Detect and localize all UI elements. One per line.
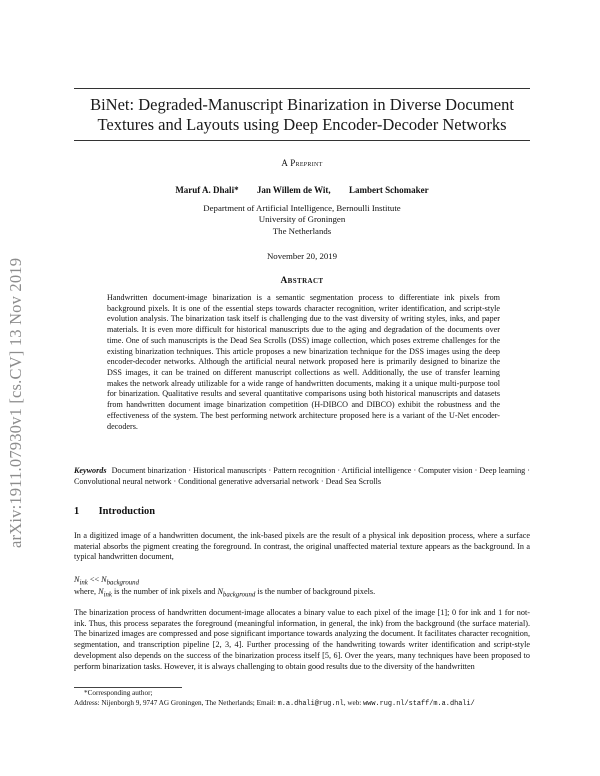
equation-explanation bbox=[74, 587, 530, 601]
intro-paragraph-2: The binarization process of handwritten document-image allocates a binary value to each pixel of the image [1]; 0 for ink and 1 for not-ink. Thus, this process separates the foreground (meaningful information, in general, the ink) from the background (the surface material). The binarized images are compressed and pose significant importance towards analyzing the document. It facilitates character recognition, segmentation, and transcription pipeline [2, 3, 4]. Further processing of the handwriting towards writer identification and script-style development also depends on the success of the binarization process itself [5, 6]. Over the years, many techniques have been proposed to perform binarization tasks. However, it is always challenging to obtain good results due to the diversity of the handwritten bbox=[74, 608, 530, 671]
title-line-2: Textures and Layouts using Deep Encoder-Decoder Networks bbox=[97, 115, 507, 134]
where-mid: is the number of ink pixels and bbox=[111, 587, 218, 596]
author-name: Lambert Schomaker bbox=[348, 185, 429, 195]
equation-operator: << bbox=[87, 575, 102, 584]
publication-date: November 20, 2019 bbox=[266, 251, 338, 261]
arxiv-identifier-stamp: arXiv:1911.07930v1 [cs.CV] 13 Nov 2019 bbox=[6, 257, 25, 548]
footnote bbox=[74, 689, 544, 709]
where-suffix: is the number of background pixels. bbox=[255, 587, 376, 596]
title-line-1: BiNet: Degraded-Manuscript Binarization in Diverse Document bbox=[90, 95, 514, 114]
paper-title bbox=[74, 95, 530, 135]
affiliation bbox=[74, 203, 530, 237]
keywords-block bbox=[74, 466, 530, 487]
footnote-rule bbox=[74, 687, 182, 688]
keywords-text: Document binarization · Historical manuscripts · Pattern recognition · Artificial intelligence · Computer vision · Deep learning · Convolutional neural network · Conditional generative adversarial network · Dead Sea Scrolls bbox=[74, 466, 531, 486]
footnote-email-link[interactable]: m.a.dhali@rug.nl bbox=[277, 699, 344, 708]
section-title: Introduction bbox=[98, 506, 156, 517]
symbol-n-ink: N bbox=[98, 587, 104, 596]
title-top-rule bbox=[74, 88, 530, 89]
preprint-label: A Preprint bbox=[281, 158, 323, 168]
section-number: 1 bbox=[74, 506, 80, 517]
footnote-corresponding: *Corresponding author; bbox=[84, 689, 153, 697]
affiliation-line: University of Groningen bbox=[258, 214, 346, 225]
equation-lhs-subscript: ink bbox=[79, 579, 88, 587]
where-prefix: where, bbox=[74, 587, 99, 596]
abstract-text: Handwritten document-image binarization is a semantic segmentation process to differentiate ink pixels from background pixels. It is one of the essential steps towards character recognition, writer identification, and script-style evolution analysis. The binarization task itself is challenging due to the vast diversity of writing styles, inks, and paper materials. It is even more difficult for historical manuscripts due to the aging and degradation of the documents over time. One of such manuscripts is the Dead Sea Scrolls (DSS) image collection, which poses extreme challenges for the existing binarization techniques. This article proposes a new binarization technique for the DSS images using the deep encoder-decoder networks. Although the artificial neural network proposed here is primarily designed to binarize the DSS images, it can be trained on different manuscript collections as well. Additionally, the use of transfer learning makes the network already utilizable for a wide range of handwritten documents, making it a unique multi-purpose tool for binarization. Qualitative results and several quantitative comparisons using both historical manuscripts and datasets from handwritten document image binarization competition (H-DIBCO and DIBCO) exhibit the robustness and the effectiveness of the system. The best performing network architecture proposed here is a variant of the U-Net encoder-decoders. bbox=[107, 293, 500, 431]
footnote-address: Address: Nijenborgh 9, 9747 AG Groningen, The Netherlands; Email: bbox=[74, 698, 278, 707]
footnote-address-line bbox=[74, 699, 544, 710]
symbol-n-background-subscript: background bbox=[222, 591, 256, 599]
keywords-label: Keywords bbox=[74, 466, 107, 475]
author-name: Jan Willem de Wit, bbox=[256, 185, 331, 195]
author-list bbox=[74, 185, 530, 195]
section-heading bbox=[74, 506, 530, 517]
footnote-web-link[interactable]: www.rug.nl/staff/m.a.dhali/ bbox=[363, 699, 475, 708]
symbol-n-background: N bbox=[217, 587, 223, 596]
symbol-n-ink-subscript: ink bbox=[103, 591, 112, 599]
affiliation-line: The Netherlands bbox=[272, 225, 332, 236]
abstract-heading: Abstract bbox=[280, 276, 324, 286]
intro-paragraph-1: In a digitized image of a handwritten document, the ink-based pixels are the result of a physical ink deposition process, where a surface material absorbs the pigment creating the foreground. In contrast, the original unaffected material texture appears as the background. In a typical handwritten document, bbox=[74, 531, 530, 562]
footnote-web-label: , web: bbox=[343, 698, 364, 707]
equation-rhs: N bbox=[101, 575, 107, 584]
author-name: Maruf A. Dhali* bbox=[175, 185, 239, 195]
equation-lhs: N bbox=[74, 575, 80, 584]
affiliation-line: Department of Artificial Intelligence, Bernoulli Institute bbox=[203, 203, 401, 213]
equation-rhs-subscript: background bbox=[106, 579, 139, 587]
title-bottom-rule bbox=[74, 140, 530, 141]
